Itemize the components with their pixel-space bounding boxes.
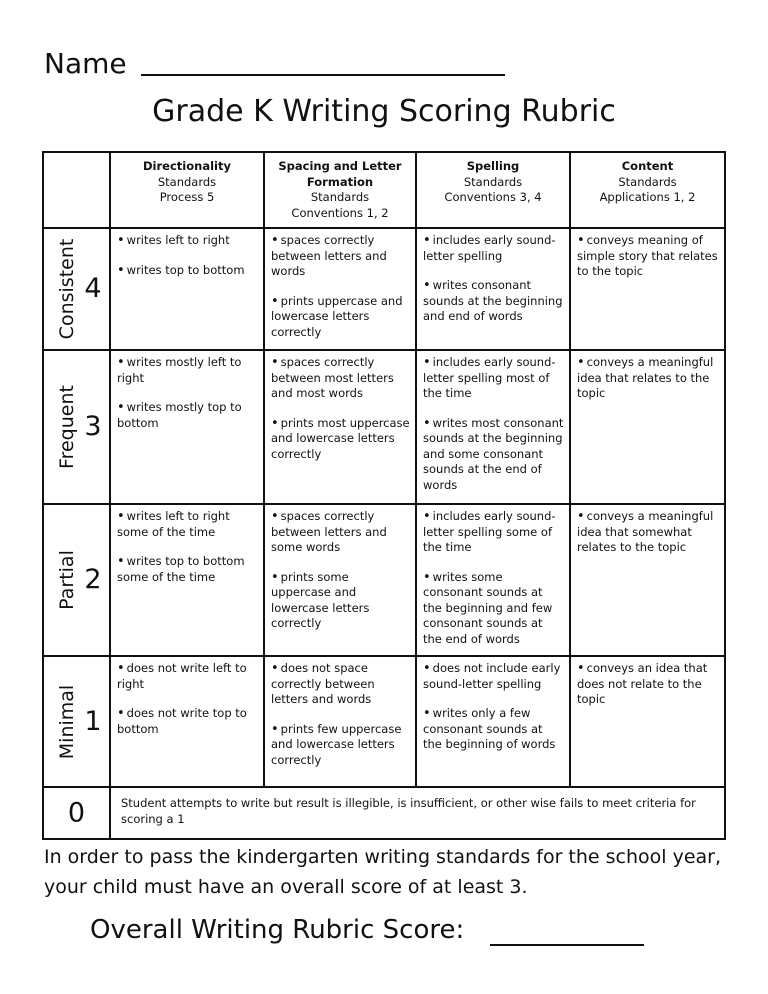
criteria-text: does not write top to bottom <box>117 706 247 736</box>
criteria-bullet <box>271 661 410 708</box>
zero-score-cell <box>43 787 110 839</box>
column-subtitle: Conventions 3, 4 <box>444 190 542 204</box>
criteria-bullet <box>117 554 258 585</box>
bullet-dot: • <box>577 509 585 524</box>
criteria-bullet <box>577 233 719 280</box>
column-header-2 <box>416 152 570 228</box>
criteria-text: conveys a meaningful idea that relates to the topic <box>577 355 714 400</box>
level-score: 3 <box>84 411 102 442</box>
bullet-dot: • <box>271 661 279 676</box>
criteria-text: writes most consonant sounds at the beginning and some consonant sounds at the end of words <box>423 415 564 492</box>
criteria-cell <box>110 228 264 350</box>
criteria-bullet <box>423 509 564 556</box>
bullet-dot: • <box>423 355 431 370</box>
level-score: 2 <box>84 564 102 595</box>
level-label-cell <box>43 656 110 787</box>
criteria-text: writes top to bottom <box>126 262 245 277</box>
column-subtitle: Applications 1, 2 <box>599 190 696 204</box>
bullet-dot: • <box>271 569 279 585</box>
level-label-cell <box>43 350 110 504</box>
overall-score-blank-line[interactable] <box>490 943 644 946</box>
criteria-bullet <box>117 355 258 386</box>
criteria-text: includes early sound-letter spelling <box>423 233 556 263</box>
bullet-dot: • <box>423 706 431 721</box>
criteria-cell <box>570 504 725 656</box>
criteria-text: includes early sound-letter spelling most of the time <box>423 355 556 400</box>
criteria-bullet <box>423 706 564 753</box>
level-row-1 <box>43 656 725 787</box>
column-title: Content <box>621 159 674 173</box>
bullet-dot: • <box>577 661 585 676</box>
bullet-dot: • <box>117 262 125 278</box>
criteria-text: writes only a few consonant sounds at the beginning of words <box>423 706 556 751</box>
overall-score-label: Overall Writing Rubric Score: <box>90 915 465 945</box>
criteria-bullet <box>271 416 410 463</box>
column-subtitle: Standards <box>618 174 677 189</box>
level-name: Frequent <box>56 385 78 469</box>
criteria-text: prints some uppercase and lowercase letters correctly <box>271 569 370 630</box>
criteria-bullet <box>423 416 564 494</box>
column-header-0 <box>110 152 264 228</box>
column-subtitle: Conventions 1, 2 <box>291 205 389 220</box>
level-score: 1 <box>84 705 102 737</box>
bullet-dot: • <box>423 569 431 585</box>
column-title: Directionality <box>143 159 231 173</box>
criteria-text: prints uppercase and lowercase letters correctly <box>271 293 403 339</box>
criteria-bullet <box>271 570 410 632</box>
page-title: Grade K Writing Scoring Rubric <box>152 94 616 129</box>
criteria-text: spaces correctly between most letters and most words <box>271 355 394 400</box>
criteria-cell <box>264 350 416 504</box>
rubric-body <box>43 152 725 839</box>
corner-cell <box>43 152 110 228</box>
criteria-bullet <box>117 233 258 249</box>
criteria-cell <box>416 350 570 504</box>
level-row-4 <box>43 228 725 350</box>
level-name: Partial <box>56 550 78 610</box>
criteria-text: spaces correctly between letters and some words <box>271 509 387 554</box>
criteria-bullet <box>423 233 564 264</box>
criteria-cell <box>570 228 725 350</box>
criteria-bullet <box>117 263 258 279</box>
criteria-bullet <box>271 294 410 341</box>
criteria-bullet <box>271 233 410 280</box>
bullet-dot: • <box>117 355 125 370</box>
criteria-bullet <box>117 509 258 540</box>
criteria-text: writes top to bottom some of the time <box>117 554 245 584</box>
name-row <box>44 46 505 82</box>
criteria-bullet <box>423 355 564 402</box>
criteria-bullet <box>271 355 410 402</box>
criteria-text: includes early sound-letter spelling some of the time <box>423 509 556 554</box>
criteria-bullet <box>117 661 258 692</box>
level-name: Minimal <box>56 684 78 759</box>
criteria-text: writes left to right <box>126 233 230 247</box>
bullet-dot: • <box>117 554 125 569</box>
criteria-bullet <box>423 570 564 648</box>
bullet-dot: • <box>271 233 279 248</box>
level-row-3 <box>43 350 725 504</box>
column-subtitle: Standards <box>157 174 217 189</box>
criteria-text: writes mostly left to right <box>117 355 242 385</box>
criteria-cell <box>110 656 264 787</box>
criteria-cell <box>110 504 264 656</box>
column-header-3 <box>570 152 725 228</box>
bullet-dot: • <box>423 661 431 676</box>
rubric-table <box>42 151 726 840</box>
bullet-dot: • <box>271 355 279 370</box>
criteria-text: prints few uppercase and lowercase letters correctly <box>271 721 402 767</box>
criteria-bullet <box>271 509 410 556</box>
column-title: Spacing and Letter Formation <box>278 159 402 189</box>
level-label-cell <box>43 504 110 656</box>
criteria-cell <box>264 656 416 787</box>
criteria-bullet <box>271 722 410 769</box>
level-label-cell <box>43 228 110 350</box>
column-title: Spelling <box>466 159 520 173</box>
bullet-dot: • <box>271 293 279 309</box>
criteria-text: conveys a meaningful idea that somewhat relates to the topic <box>577 509 714 554</box>
criteria-bullet <box>423 278 564 325</box>
criteria-text: spaces correctly between letters and words <box>271 233 387 278</box>
column-header-1 <box>264 152 416 228</box>
criteria-bullet <box>577 355 719 402</box>
bullet-dot: • <box>423 233 431 248</box>
zero-score: 0 <box>67 797 86 829</box>
criteria-cell <box>416 228 570 350</box>
bullet-dot: • <box>117 661 125 676</box>
bullet-dot: • <box>577 355 585 370</box>
bullet-dot: • <box>271 721 279 737</box>
header-row <box>43 152 725 228</box>
criteria-text: does not write left to right <box>117 661 247 691</box>
criteria-cell <box>570 656 725 787</box>
bullet-dot: • <box>423 278 431 293</box>
bullet-dot: • <box>423 415 431 431</box>
criteria-text: writes some consonant sounds at the beginning and few consonant sounds at the end of words <box>423 569 553 646</box>
bullet-dot: • <box>117 509 125 524</box>
name-blank-line[interactable] <box>141 73 505 76</box>
bullet-dot: • <box>271 509 279 524</box>
criteria-bullet <box>577 661 719 708</box>
criteria-cell <box>416 656 570 787</box>
bullet-dot: • <box>117 706 125 721</box>
criteria-cell <box>416 504 570 656</box>
criteria-text: conveys an idea that does not relate to the topic <box>577 661 708 706</box>
bullet-dot: • <box>577 233 585 248</box>
criteria-text: does not space correctly between letters and words <box>271 661 375 706</box>
criteria-text: writes consonant sounds at the beginning and end of words <box>423 278 563 323</box>
criteria-text: writes left to right some of the time <box>117 509 230 539</box>
criteria-text: does not include early sound-letter spelling <box>423 661 561 691</box>
level-name: Consistent <box>56 238 78 340</box>
overall-score-row <box>90 910 644 950</box>
bullet-dot: • <box>117 400 125 415</box>
level-row-0 <box>43 787 725 839</box>
column-subtitle: Standards <box>463 174 523 189</box>
level-score: 4 <box>84 273 102 304</box>
criteria-cell <box>110 350 264 504</box>
bullet-dot: • <box>117 233 125 248</box>
criteria-text: prints most uppercase and lowercase letters correctly <box>271 415 410 461</box>
criteria-bullet <box>423 661 564 692</box>
criteria-text: writes mostly top to bottom <box>117 400 242 430</box>
criteria-text: conveys meaning of simple story that relates to the topic <box>577 233 718 278</box>
level-row-2 <box>43 504 725 656</box>
bullet-dot: • <box>271 415 279 431</box>
bullet-dot: • <box>423 509 431 524</box>
criteria-bullet <box>577 509 719 556</box>
criteria-cell <box>264 228 416 350</box>
zero-description: Student attempts to write but result is illegible, is insufficient, or other wise fails to meet criteria for scoring a 1 <box>110 787 725 839</box>
pass-requirement-note: In order to pass the kindergarten writing standards for the school year, your child must have an overall score of at least 3. <box>44 846 722 898</box>
criteria-cell <box>264 504 416 656</box>
column-subtitle: Standards <box>310 190 370 204</box>
criteria-cell <box>570 350 725 504</box>
name-label: Name <box>44 47 127 80</box>
column-subtitle: Process 5 <box>159 190 215 204</box>
criteria-bullet <box>117 400 258 431</box>
criteria-bullet <box>117 706 258 737</box>
